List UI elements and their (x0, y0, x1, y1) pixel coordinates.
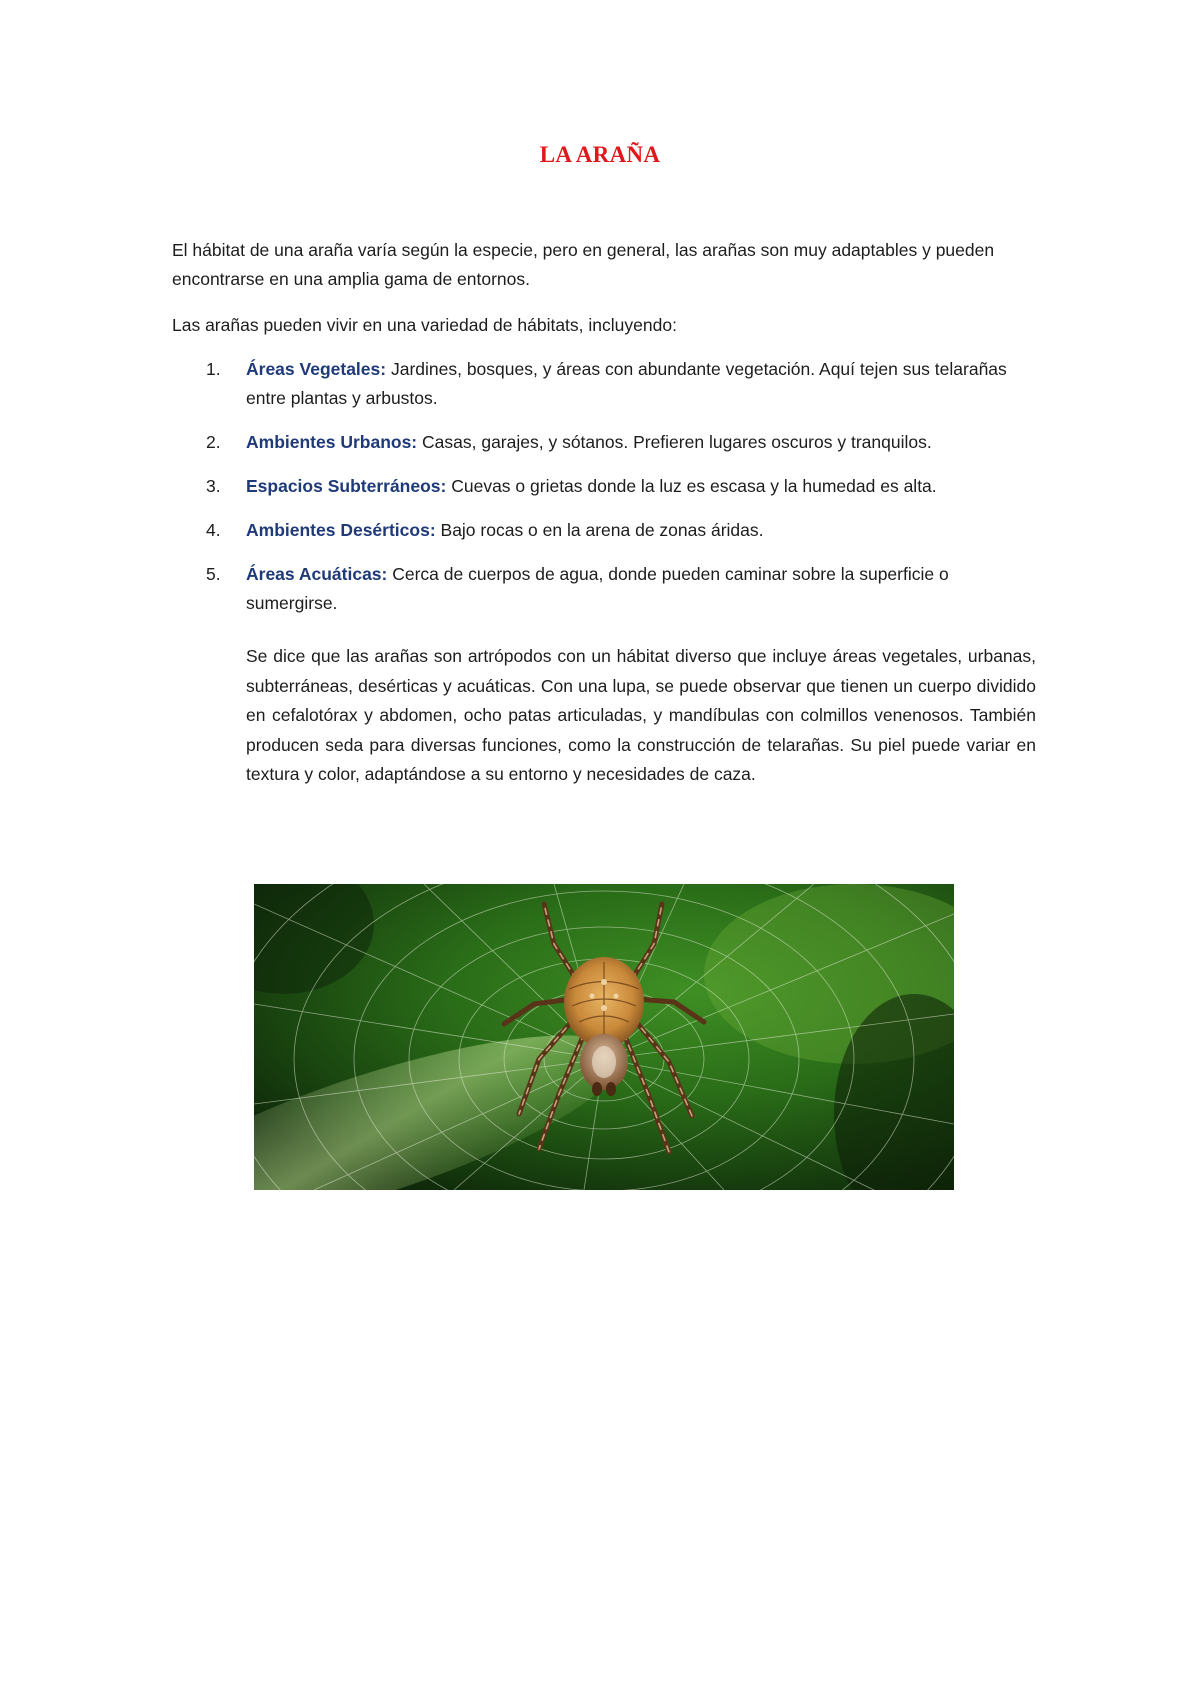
list-number: 4. (206, 520, 221, 540)
spider-photo (254, 884, 954, 1190)
list-number: 3. (206, 476, 221, 496)
list-number: 1. (206, 359, 221, 379)
habitat-label: Ambientes Urbanos: (246, 432, 418, 452)
lead-paragraph: Las arañas pueden vivir en una variedad de hábitats, incluyendo: (172, 315, 677, 335)
list-item (172, 560, 1036, 618)
list-number: 2. (206, 432, 221, 452)
habitat-label: Espacios Subterráneos: (246, 476, 447, 496)
summary-paragraph: Se dice que las arañas son artrópodos con un hábitat diverso que incluye áreas vegetales, urbanas, subterráneas, desérticas y acuáticas. Con una lupa, se puede observar que tienen un cuerpo dividido en cefalotórax y abdomen, ocho patas articuladas, y mandíbulas con colmillos venenosos. También producen seda para diversas funciones, como la construcción de telarañas. Su piel puede variar en textura y color, adaptándose a su entorno y necesidades de caza. (246, 646, 1036, 784)
habitat-list (172, 355, 1036, 633)
habitat-description: Jardines, bosques, y áreas con abundante vegetación. Aquí tejen sus telarañas entre plantas y arbustos. (246, 359, 1007, 408)
list-item (172, 472, 1036, 501)
list-item (172, 428, 1036, 457)
list-number: 5. (206, 564, 221, 584)
habitat-description: Bajo rocas o en la arena de zonas áridas. (435, 520, 764, 540)
list-item (172, 516, 1036, 545)
intro-paragraph: El hábitat de una araña varía según la especie, pero en general, las arañas son muy adaptables y pueden encontrarse en una amplia gama de entornos. (172, 240, 995, 289)
habitat-label: Ambientes Desérticos: (246, 520, 436, 540)
habitat-label: Áreas Acuáticas: (246, 564, 388, 584)
habitat-description: Cuevas o grietas donde la luz es escasa y la humedad es alta. (446, 476, 937, 496)
habitat-description: Casas, garajes, y sótanos. Prefieren lugares oscuros y tranquilos. (417, 432, 932, 452)
list-item (172, 355, 1036, 413)
habitat-description: Cerca de cuerpos de agua, donde pueden caminar sobre la superficie o sumergirse. (246, 564, 949, 613)
page-title: LA ARAÑA (539, 142, 661, 167)
habitat-label: Áreas Vegetales: (246, 359, 387, 379)
